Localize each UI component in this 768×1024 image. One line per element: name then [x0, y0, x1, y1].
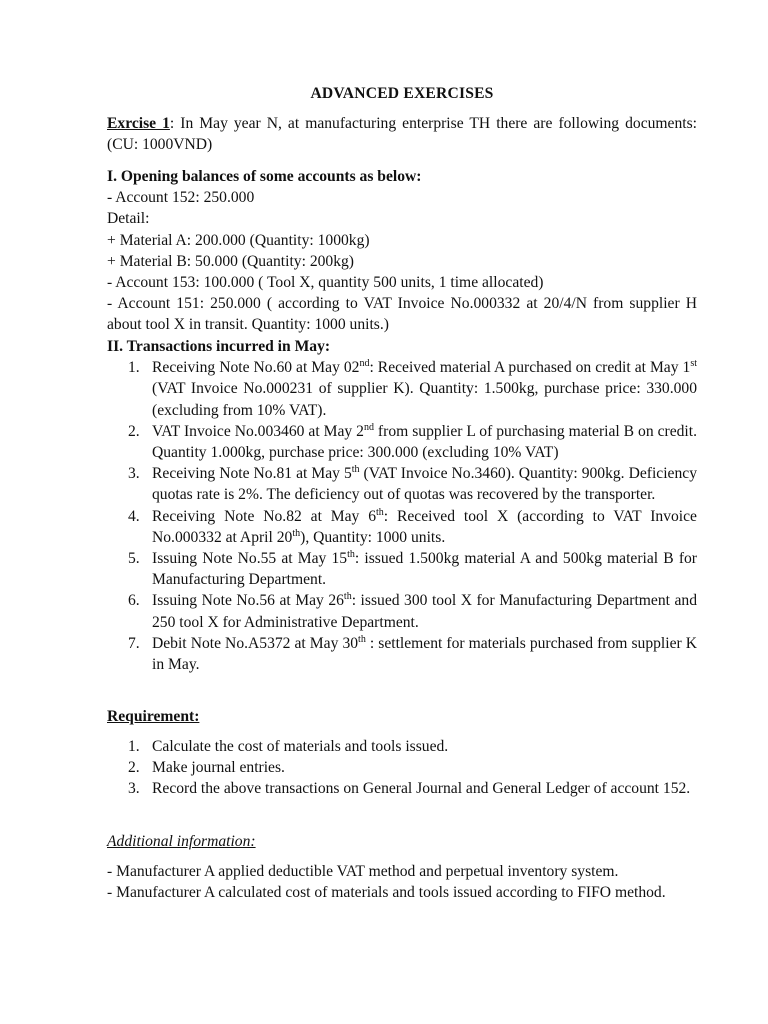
exercise-intro-text: : In May year N, at manufacturing enterprise TH there are following documents: (CU: 1000VND): [107, 115, 697, 154]
list-item: 7. Debit Note No.A5372 at May 30th : settlement for materials purchased from supplier K in May.: [128, 633, 697, 674]
transactions-section: [107, 336, 697, 675]
list-item: 2. Make journal entries.: [128, 759, 285, 777]
additional-info-lines: [107, 861, 697, 903]
requirement-section: [107, 706, 697, 727]
list-item: 3. Receiving Note No.81 at May 5th (VAT Invoice No.3460). Quantity: 900kg. Deficiency quotas rate is 2%. The deficiency out of quotas was recovered by the transporter.: [128, 464, 697, 504]
list-item: 6. Issuing Note No.56 at May 26th: issued 300 tool X for Manufacturing Department and 250 tool X for Administrative Department.: [128, 591, 697, 631]
additional-info-heading: Additional information:: [107, 833, 256, 850]
transactions-list: [107, 357, 697, 675]
page-title: ADVANCED EXERCISES: [310, 85, 494, 102]
opening-line: - Account 153: 100.000 ( Tool X, quantity 500 units, 1 time allocated): [107, 274, 544, 292]
requirement-list: [107, 736, 697, 800]
exercise-label: Exrcise 1: [107, 115, 170, 132]
opening-balances-section: [107, 166, 697, 336]
transactions-heading: II. Transactions incurred in May:: [107, 338, 331, 355]
list-item: 2. VAT Invoice No.003460 at May 2nd from supplier L of purchasing material B on credit. Quantity 1.000kg, purchase price: 300.000 (excluding 10% VAT): [128, 421, 697, 462]
requirement-list-wrap: [107, 736, 697, 800]
opening-line: Detail:: [107, 210, 150, 228]
list-item: 3. Record the above transactions on General Journal and General Ledger of account 152.: [128, 780, 691, 798]
list-item: 5. Issuing Note No.55 at May 15th: issued 1.500kg material A and 500kg material B for Manufacturing Department.: [128, 548, 697, 589]
opening-line: + Material B: 50.000 (Quantity: 200kg): [107, 252, 354, 270]
additional-line: - Manufacturer A calculated cost of materials and tools issued according to FIFO method.: [107, 884, 666, 902]
opening-balances-heading: I. Opening balances of some accounts as below:: [107, 168, 422, 185]
opening-line: - Account 151: 250.000 ( according to VAT Invoice No.000332 at 20/4/N from supplier H about tool X in transit. Quantity: 1000 units.): [107, 295, 697, 334]
list-item: 1. Receiving Note No.60 at May 02nd: Received material A purchased on credit at May 1st (VAT Invoice No.000231 of supplier K). Quantity: 1.500kg, purchase price: 330.000 (excluding from 10% VAT).: [128, 358, 697, 419]
opening-line: + Material A: 200.000 (Quantity: 1000kg): [107, 231, 370, 249]
list-item: 1. Calculate the cost of materials and tools issued.: [128, 738, 449, 755]
additional-info-section: [107, 831, 697, 852]
requirement-heading: Requirement:: [107, 708, 200, 725]
additional-line: - Manufacturer A applied deductible VAT method and perpetual inventory system.: [107, 863, 619, 880]
exercise-intro: [107, 113, 697, 155]
opening-line: - Account 152: 250.000: [107, 189, 255, 207]
list-item: 4. Receiving Note No.82 at May 6th: Received tool X (according to VAT Invoice No.000332 at April 20th), Quantity: 1000 units.: [128, 506, 697, 546]
